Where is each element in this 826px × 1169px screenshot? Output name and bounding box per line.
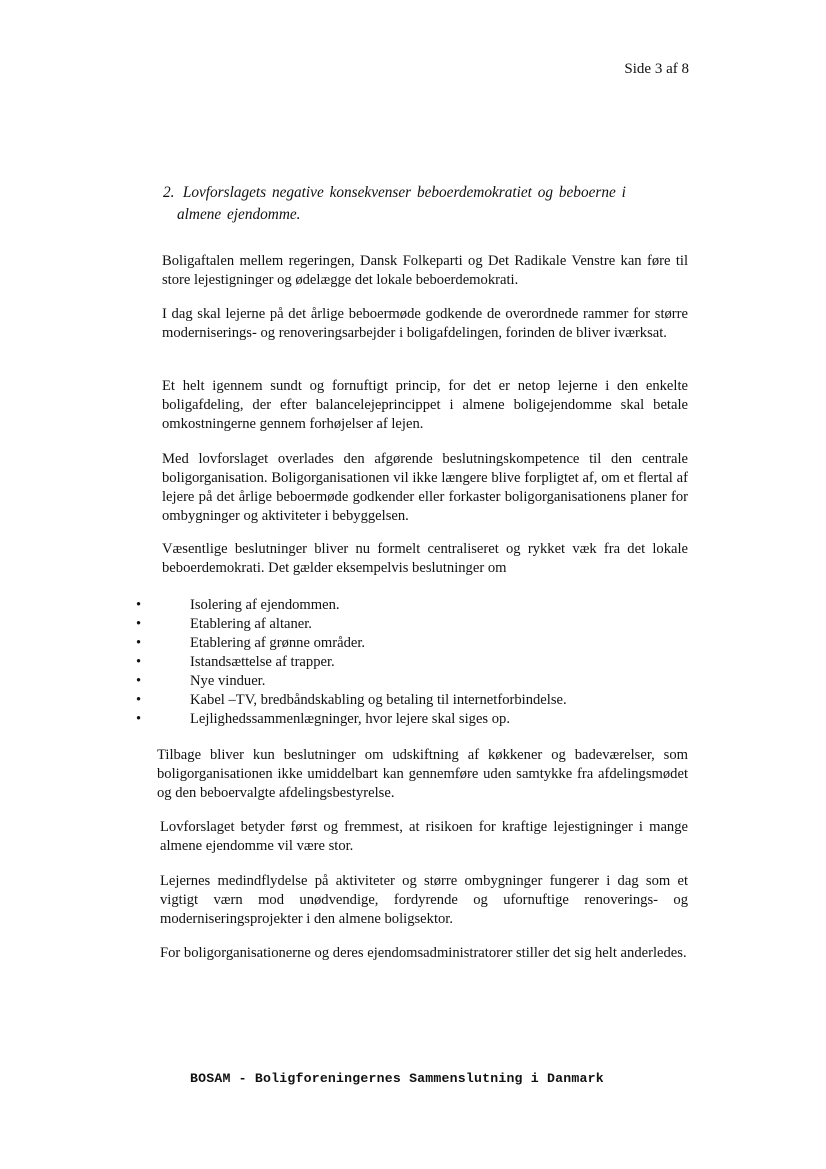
section-heading-line1: Lovforslagets negative konsekvenser beboerdemokratiet og beboerne i bbox=[182, 184, 626, 201]
section-heading-line2: almene ejendomme. bbox=[177, 206, 301, 223]
paragraph-intro: Boligaftalen mellem regeringen, Dansk Folkeparti og Det Radikale Venstre kan føre til store lejestigninger og ødelægge det lokale beboerdemokrati. bbox=[162, 253, 688, 288]
paragraph-remaining-decisions: Tilbage bliver kun beslutninger om udskiftning af køkkener og badeværelser, som boligorganisationen ikke umiddelbart kan gennemføre uden samtykke fra afdelingsmødet og den beboervalgte afdelingsbestyrelse. bbox=[157, 747, 688, 801]
bullet-icon: • bbox=[136, 635, 142, 651]
section-heading bbox=[163, 182, 673, 226]
paragraph-competence: Med lovforslaget overlades den afgørende beslutningskompetence til den centrale boligorganisation. Boligorganisationen vil ikke længere blive forpligtet af, om et flertal af lejere på det årlige beboermøde godkender eller forkaster boligorganisationens planer for ombygninger og aktiviteter i bebyggelsen. bbox=[162, 451, 688, 524]
paragraph-administrators: For boligorganisationerne og deres ejendomsadministratorer stiller det sig helt anderledes. bbox=[160, 945, 687, 961]
footer-organisation: BOSAM - Boligforeningernes Sammenslutning i Danmark bbox=[190, 1071, 604, 1086]
page-number: Side 3 af 8 bbox=[624, 61, 689, 77]
paragraph-current-rules: I dag skal lejerne på det årlige beboermøde godkende de overordnede rammer for større moderniserings- og renoveringsarbejder i boligafdelingen, forinden de bliver iværksat. bbox=[162, 306, 688, 341]
list-item: • Etablering af altaner. bbox=[136, 616, 312, 632]
list-item: • Isolering af ejendommen. bbox=[136, 597, 340, 613]
list-item: • Istandsættelse af trapper. bbox=[136, 654, 335, 670]
bullet-icon: • bbox=[136, 597, 142, 613]
list-item: • Nye vinduer. bbox=[136, 673, 266, 689]
bullet-icon: • bbox=[136, 692, 142, 708]
list-item: • Kabel –TV, bredbåndskabling og betaling til internetforbindelse. bbox=[136, 692, 567, 708]
bullet-icon: • bbox=[136, 711, 142, 727]
paragraph-tenant-influence: Lejernes medindflydelse på aktiviteter og større ombygninger fungerer i dag som et vigtigt værn mod unødvendige, fordyrende og ufornuftige renoverings- og moderniseringsprojekter i den almene boligsektor. bbox=[160, 873, 688, 927]
paragraph-risk: Lovforslaget betyder først og fremmest, at risikoen for kraftige lejestigninger i mange almene ejendomme vil være stor. bbox=[160, 819, 688, 854]
list-item: • Etablering af grønne områder. bbox=[136, 635, 366, 651]
bullet-icon: • bbox=[136, 654, 142, 670]
list-item: • Lejlighedssammenlægninger, hvor lejere skal siges op. bbox=[136, 711, 511, 727]
paragraph-centralisation: Væsentlige beslutninger bliver nu formelt centraliseret og rykket væk fra det lokale beboerdemokrati. Det gælder eksempelvis beslutninger om bbox=[162, 541, 688, 576]
paragraph-principle: Et helt igennem sundt og fornuftigt princip, for det er netop lejerne i den enkelte boligafdeling, der efter balancelejeprincippet i almene boligejendomme skal betale omkostningerne gennem forhøjelser af lejen. bbox=[162, 378, 688, 432]
bullet-icon: • bbox=[136, 673, 142, 689]
bullet-icon: • bbox=[136, 616, 142, 632]
decision-list bbox=[132, 596, 692, 729]
section-number: 2. bbox=[163, 184, 175, 201]
